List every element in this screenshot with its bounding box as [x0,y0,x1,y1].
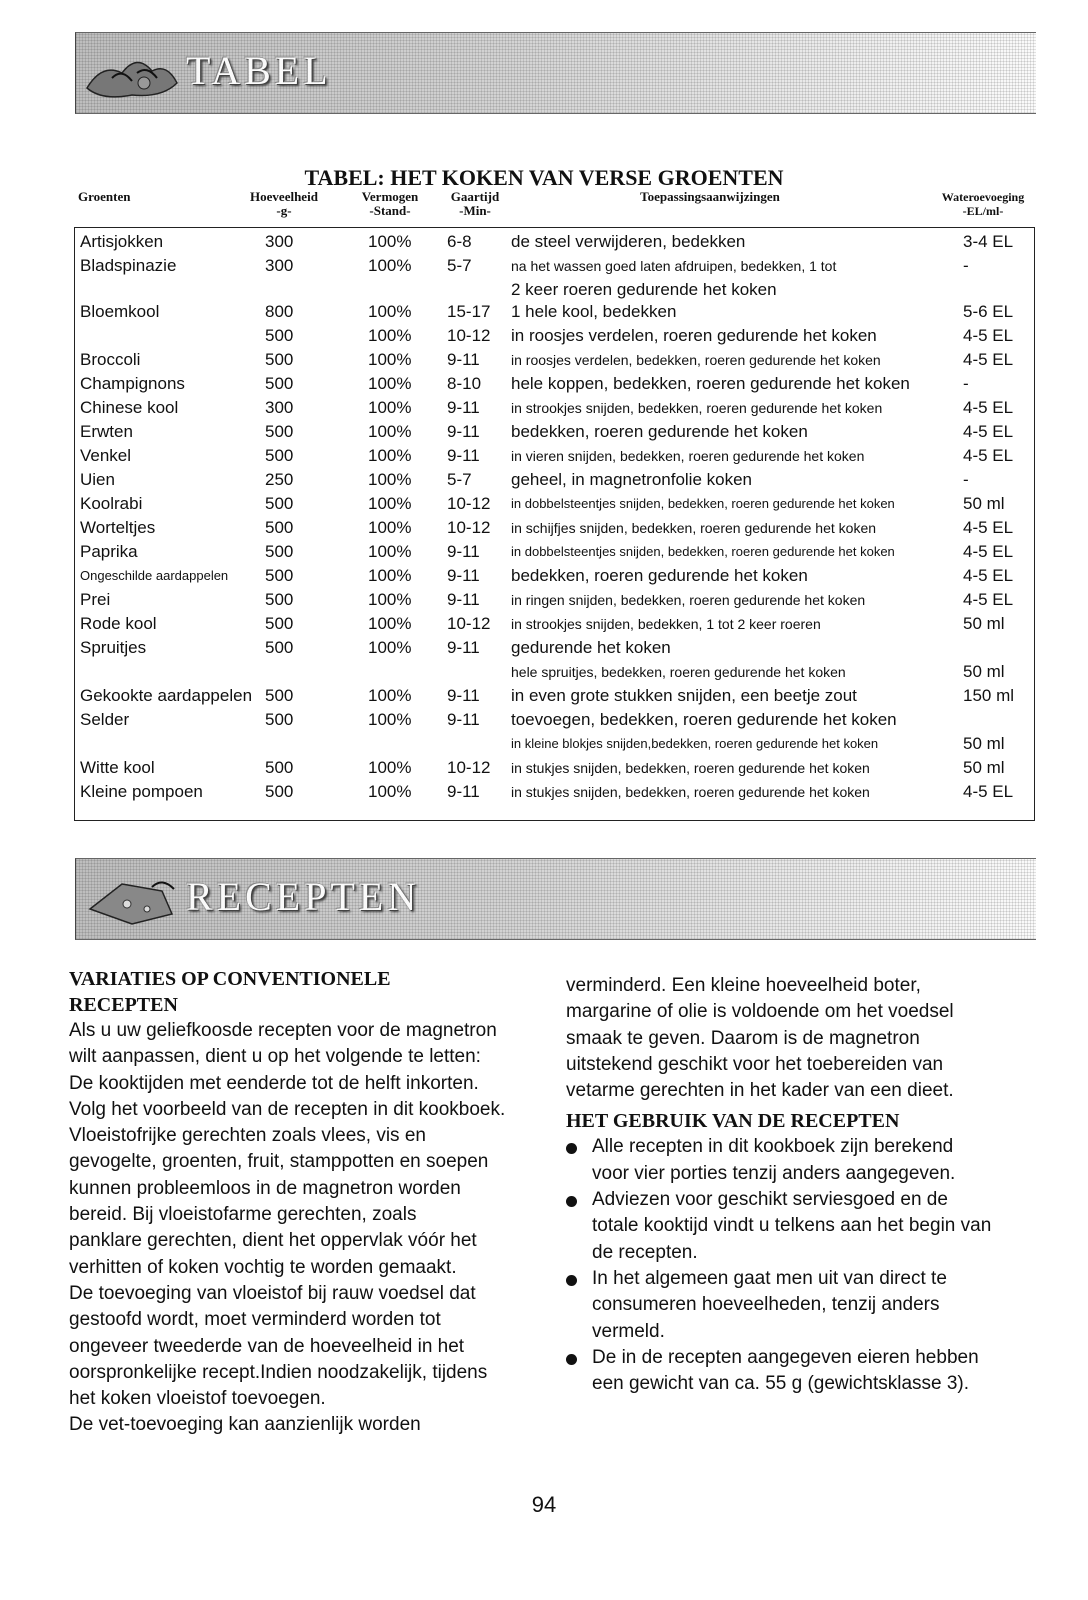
cell-wat: 4-5 EL [963,350,1014,369]
paragraph-line: verminderd. Een kleine hoeveelheid boter, [566,975,921,996]
cell-pow: 100% [368,302,412,321]
cell-pow: 100% [368,470,412,489]
cell-wat: - [963,470,969,489]
cell-use: in schijfjes snijden, bedekken, roeren gedurende het koken [511,520,877,536]
cell-qty: 300 [265,232,294,251]
table-row [75,230,1034,254]
table-row [75,324,1034,348]
table-row [75,588,1034,612]
cell-name: Erwten [80,422,133,441]
paragraph-line: De kooktijden met eenderde tot de helft inkorten. [69,1072,479,1094]
cell-pow: 100% [368,542,412,561]
cell-pow: 100% [368,518,412,537]
cell-time: 9-11 [447,422,480,441]
cell-use: in strookjes snijden, bedekken, 1 tot 2 keer roeren [511,616,821,632]
cell-use: bedekken, roeren gedurende het koken [511,566,808,585]
table-row [75,708,1034,732]
cell-qty: 500 [265,446,294,465]
cell-wat: 4-5 EL [963,782,1014,801]
bullet-dot-icon [566,1275,577,1286]
table-row [75,780,1034,804]
cell-time: 6-8 [447,232,472,251]
cell-use: hele spruitjes, bedekken, roeren gedurende het koken [511,664,846,680]
cell-name: Artisjokken [80,232,164,251]
header-hoeveelheid-unit: -g- [276,203,292,218]
gebruik-heading: HET GEBRUIK VAN DE RECEPTEN [566,1110,900,1133]
left-text-column [69,966,549,1439]
paragraph-line: smaak te geven. Daarom is de magnetron [566,1027,920,1049]
cell-pow: 100% [368,326,412,345]
cell-time: 10-12 [447,494,491,513]
cell-pow: 100% [368,782,412,801]
cell-name: Paprika [80,542,138,561]
list-item-line: een gewicht van ca. 55 g (gewichtsklasse 3). [592,1373,970,1395]
cell-name: Selder [80,710,130,729]
cell-wat: 4-5 EL [963,566,1014,585]
table-row [75,756,1034,780]
cell-name: Worteltjes [80,518,156,537]
variaties-heading [69,966,549,1018]
header-gaartijd-label: Gaartijd [450,189,500,204]
cell-time: 9-11 [447,638,480,657]
cell-qty: 500 [265,686,294,705]
list-item [566,1266,1026,1345]
table-row [75,372,1034,396]
cell-use: toevoegen, bedekken, roeren gedurende het koken [511,710,897,729]
cell-use: de steel verwijderen, bedekken [511,232,746,251]
cell-use: in roosjes verdelen, roeren gedurende het koken [511,326,877,345]
cell-time: 9-11 [447,590,480,609]
cell-qty: 500 [265,566,294,585]
table-title: TABEL: HET KOKEN VAN VERSE GROENTEN [304,165,784,190]
cell-wat: 4-5 EL [963,422,1014,441]
cheese-illustration-icon [82,869,182,929]
cell-wat: 3-4 EL [963,232,1014,251]
cell-wat: 50 ml [963,734,1005,753]
cell-pow: 100% [368,758,412,777]
cell-qty: 500 [265,638,294,657]
cell-time: 9-11 [447,710,480,729]
cell-time: 10-12 [447,614,491,633]
cell-use: in even grote stukken snijden, een beetje zout [511,686,857,705]
cell-wat: 50 ml [963,758,1005,777]
list-item-line: De in de recepten aangegeven eieren hebben [592,1346,979,1368]
cell-qty: 250 [265,470,294,489]
cell-time: 8-10 [447,374,482,393]
paragraph-line: vetarme gerechten in het kader van een dieet. [566,1080,954,1102]
cell-name: Rode kool [80,614,157,633]
cell-time: 9-11 [447,350,480,369]
cell-qty: 500 [265,710,294,729]
cell-pow: 100% [368,232,412,251]
cell-wat: 150 ml [963,686,1015,705]
paragraph-line: margarine of olie is voldoende om het voedsel [566,1001,954,1023]
cell-name: Uien [80,470,115,489]
vegetable-table [74,227,1035,821]
continued-paragraph [566,973,1026,1104]
table-row [75,444,1034,468]
cell-wat: 50 ml [963,662,1005,681]
cell-pow: 100% [368,422,412,441]
cell-use: in vieren snijden, bedekken, roeren gedurende het koken [511,448,865,464]
paragraph-line: gestoofd wordt, moet verminderd worden tot [69,1309,441,1331]
cell-use: in stukjes snijden, bedekken, roeren gedurende het koken [511,760,870,776]
cell-name: Kleine pompoen [80,782,203,801]
variaties-heading-line: RECEPTEN [69,994,178,1016]
cell-name: Venkel [80,446,132,465]
paragraph-line: De toevoeging van vloeistof bij rauw voedsel dat [69,1282,476,1304]
list-item-line: totale kooktijd vindt u telkens aan het begin van [592,1215,992,1237]
list-item [566,1187,1026,1266]
cell-pow: 100% [368,256,412,275]
cell-use: na het wassen goed laten afdruipen, bedekken, 1 tot [511,258,837,274]
cell-wat: - [963,374,969,393]
cell-wat: 4-5 EL [963,398,1014,417]
bullet-dot-icon [566,1143,577,1154]
cell-use: hele koppen, bedekken, roeren gedurende het koken [511,374,910,393]
table-row [75,660,1034,684]
cell-qty: 300 [265,256,294,275]
cell-time: 10-12 [447,758,491,777]
recipe-notes-list [566,1134,1026,1397]
cell-wat: 4-5 EL [963,446,1014,465]
cell-time: 9-11 [447,446,480,465]
cell-time: 9-11 [447,398,480,417]
cell-wat: 4-5 EL [963,542,1014,561]
cell-name: Champignons [80,374,185,393]
cell-use: 2 keer roeren gedurende het koken [511,280,777,299]
cell-name: Chinese kool [80,398,179,417]
cell-time: 10-12 [447,326,491,345]
cell-wat: - [963,256,969,275]
cell-time: 9-11 [447,782,480,801]
cell-qty: 500 [265,374,294,393]
cell-use: 1 hele kool, bedekken [511,302,677,321]
cell-use: bedekken, roeren gedurende het koken [511,422,808,441]
list-item-line: de recepten. [592,1241,698,1263]
paragraph-line: het koken vloeistof toevoegen. [69,1388,326,1410]
table-row [75,468,1034,492]
cell-pow: 100% [368,494,412,513]
table-row [75,636,1034,660]
paragraph-line: bereid. Bij vloeistofarme gerechten, zoals [69,1204,417,1226]
table-row [75,254,1034,278]
table-row [75,732,1034,756]
cell-qty: 500 [265,782,294,801]
paragraph-line: oorspronkelijke recept.Indien noodzakelijk, tijdens [69,1361,488,1383]
cell-wat: 50 ml [963,494,1005,513]
table-row [75,300,1034,324]
cell-time: 15-17 [447,302,491,321]
cell-qty: 500 [265,422,294,441]
cell-use: in dobbelsteentjes snijden, bedekken, roeren gedurende het koken [511,496,895,511]
cell-qty: 500 [265,542,294,561]
cell-time: 9-11 [447,542,480,561]
cell-qty: 500 [265,518,294,537]
cell-use: gedurende het koken [511,638,671,657]
cell-use: in roosjes verdelen, bedekken, roeren gedurende het koken [511,352,881,368]
cell-time: 5-7 [447,470,472,489]
cell-name: Prei [80,590,111,609]
header-vermogen [350,190,430,218]
cell-wat: 5-6 EL [963,302,1014,321]
table-row [75,540,1034,564]
cell-qty: 500 [265,758,294,777]
page-number: 94 [531,1492,557,1517]
header-hoeveelheid-label: Hoeveelheid [250,189,318,204]
table-row [75,612,1034,636]
cell-time: 5-7 [447,256,472,275]
cell-name: Spruitjes [80,638,147,657]
paragraph-line: verhitten of koken vochtig te worden gemaakt. [69,1256,457,1278]
list-item [566,1345,1026,1398]
right-text-column [566,973,1026,1397]
variaties-paragraph [69,1018,549,1439]
cell-use: geheel, in magnetronfolie koken [511,470,752,489]
tabel-banner [75,32,1036,114]
table-row [75,516,1034,540]
cell-pow: 100% [368,446,412,465]
header-water-unit: -EL/ml- [962,204,1004,218]
list-item [566,1134,1026,1187]
cell-use: in kleine blokjes snijden,bedekken, roeren gedurende het koken [511,736,879,751]
list-item-line: vermeld. [592,1320,665,1342]
cell-pow: 100% [368,710,412,729]
cell-wat: 4-5 EL [963,590,1014,609]
cell-name: Gekookte aardappelen [80,686,253,705]
cell-name: Witte kool [80,758,155,777]
table-row [75,492,1034,516]
table-row [75,348,1034,372]
paragraph-line: wilt aanpassen, dient u op het volgende te letten: [69,1046,481,1068]
paragraph-line: ongeveer tweederde van de hoeveelheid in het [69,1335,465,1357]
cell-pow: 100% [368,566,412,585]
cell-pow: 100% [368,638,412,657]
cell-name: Koolrabi [80,494,143,513]
header-gaartijd [440,190,510,218]
cell-use: in strookjes snijden, bedekken, roeren gedurende het koken [511,400,883,416]
cell-pow: 100% [368,590,412,609]
paragraph-line: Als u uw geliefkoosde recepten voor de magnetron [69,1020,497,1041]
cell-use: in stukjes snijden, bedekken, roeren gedurende het koken [511,784,870,800]
cell-name: Bloemkool [80,302,160,321]
list-item-line: consumeren hoeveelheden, tenzij anders [592,1294,940,1316]
table-row [75,278,1034,302]
cell-time: 9-11 [447,566,480,585]
list-item-line: Alle recepten in dit kookboek zijn berekend [592,1136,954,1158]
cell-pow: 100% [368,374,412,393]
cell-name: Bladspinazie [80,256,177,275]
header-hoeveelheid [236,190,332,218]
cell-qty: 500 [265,326,294,345]
cell-wat: 4-5 EL [963,518,1014,537]
header-groenten: Groenten [78,189,131,204]
vegetables-illustration-icon [82,43,182,103]
cell-qty: 500 [265,614,294,633]
list-item-line: In het algemeen gaat men uit van direct te [592,1267,947,1289]
cell-pow: 100% [368,686,412,705]
cell-use: in dobbelsteentjes snijden, bedekken, roeren gedurende het koken [511,544,895,559]
cell-time: 10-12 [447,518,491,537]
tabel-banner-title: TABEL [186,48,332,93]
cell-name: Ongeschilde aardappelen [80,568,229,583]
cell-pow: 100% [368,350,412,369]
paragraph-line: De vet-toevoeging kan aanzienlijk worden [69,1414,421,1436]
cell-wat: 50 ml [963,614,1005,633]
table-row [75,564,1034,588]
cell-name: Broccoli [80,350,141,369]
cell-pow: 100% [368,398,412,417]
header-vermogen-label: Vermogen [361,189,419,204]
header-water [928,190,1038,218]
recepten-banner [75,858,1036,940]
cell-qty: 800 [265,302,294,321]
variaties-heading-line: VARIATIES OP CONVENTIONELE [69,968,391,990]
cell-time: 9-11 [447,686,480,705]
header-water-label: Wateroevoeging [941,190,1025,204]
cell-pow: 100% [368,614,412,633]
bullet-dot-icon [566,1354,577,1365]
paragraph-line: Vloeistofrijke gerechten zoals vlees, vis en [69,1125,426,1147]
paragraph-line: Volg het voorbeeld van de recepten in dit kookboek. [69,1098,506,1120]
list-item-line: Adviezen voor geschikt serviesgoed en de [592,1189,948,1211]
table-row [75,420,1034,444]
paragraph-line: panklare gerechten, dient het oppervlak vóór het [69,1230,477,1252]
paragraph-line: uitstekend geschikt voor het toebereiden van [566,1053,944,1075]
table-row [75,684,1034,708]
recepten-banner-title: RECEPTEN [186,874,421,919]
list-item-line: voor vier porties tenzij anders aangegeven. [592,1162,956,1184]
cell-wat: 4-5 EL [963,326,1014,345]
paragraph-line: kunnen probleemloos in de magnetron worden [69,1177,461,1199]
bullet-dot-icon [566,1196,577,1207]
cell-qty: 500 [265,350,294,369]
header-toepassing: Toepassingsaanwijzingen [640,189,780,204]
cell-qty: 300 [265,398,294,417]
header-vermogen-unit: -Stand- [369,203,411,218]
paragraph-line: gevogelte, groenten, fruit, stamppotten en soepen [69,1151,489,1173]
table-row [75,396,1034,420]
cell-use: in ringen snijden, bedekken, roeren gedurende het koken [511,592,866,608]
cell-qty: 500 [265,590,294,609]
header-gaartijd-unit: -Min- [459,203,491,218]
cell-qty: 500 [265,494,294,513]
